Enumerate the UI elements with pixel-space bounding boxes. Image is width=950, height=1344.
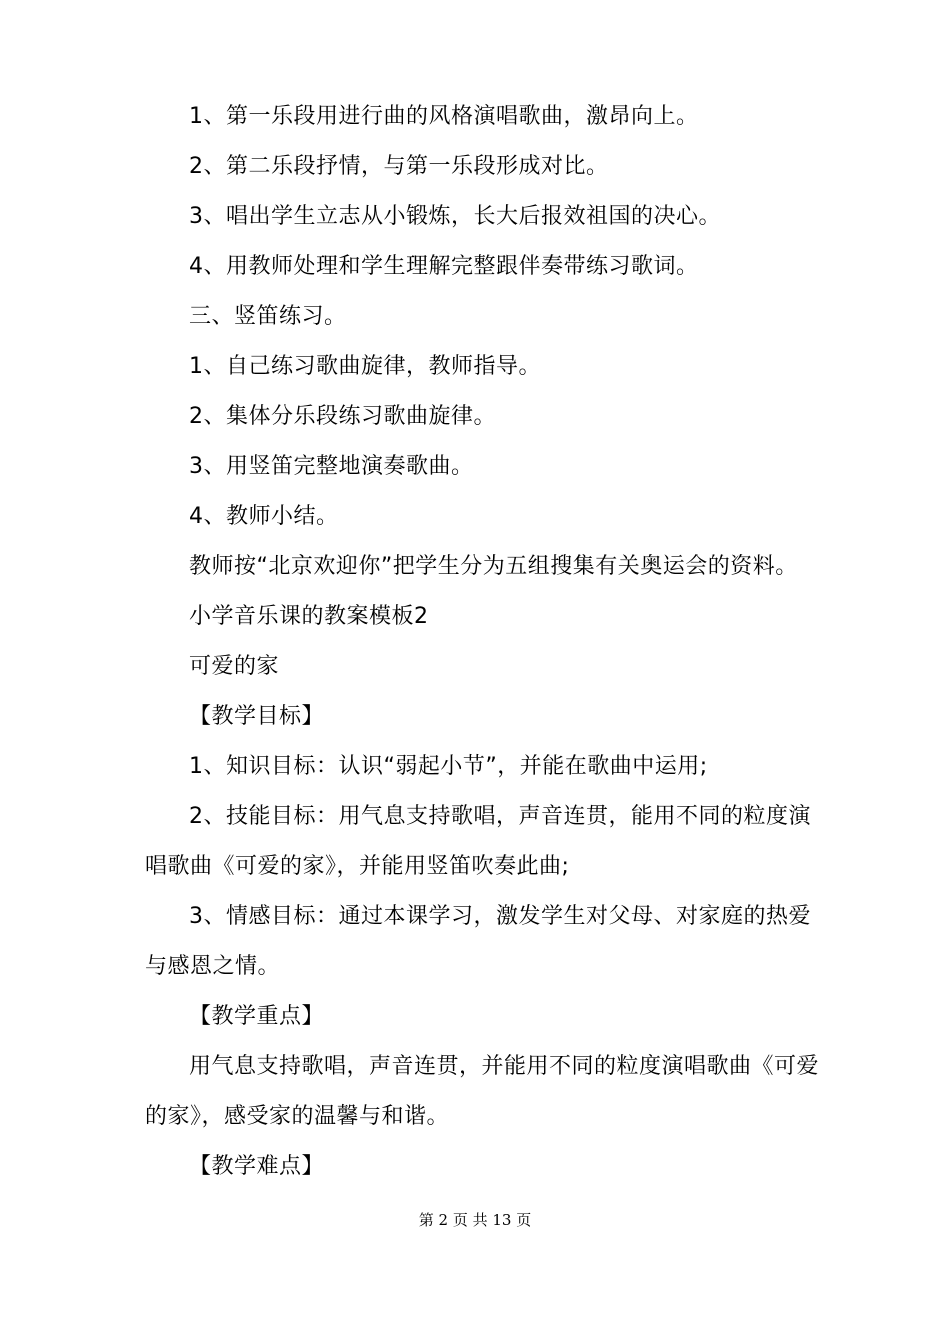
text-line: 3、唱出学生立志从小锻炼，长大后报效祖国的决心。 <box>189 204 721 229</box>
text-line: 2、第二乐段抒情，与第一乐段形成对比。 <box>189 154 609 179</box>
text-line: 1、自己练习歌曲旋律，教师指导。 <box>189 354 541 379</box>
text-line: 的家》，感受家的温馨与和谐。 <box>145 1104 450 1129</box>
text-line: 4、用教师处理和学生理解完整跟伴奏带练习歌词。 <box>189 254 699 279</box>
text-line: 3、用竖笛完整地演奏歌曲。 <box>189 454 474 479</box>
text-line: 2、集体分乐段练习歌曲旋律。 <box>189 404 496 429</box>
text-line: 与感恩之情。 <box>145 954 281 979</box>
section-heading: 【教学目标】 <box>189 704 325 729</box>
text-line: 4、教师小结。 <box>189 504 339 529</box>
text-line: 2、技能目标：用气息支持歌唱，声音连贯，能用不同的粒度演 <box>189 804 811 829</box>
lesson-title: 小学音乐课的教案模板2 <box>189 604 429 629</box>
song-title: 可爱的家 <box>189 654 280 679</box>
section-heading: 【教学重点】 <box>189 1004 325 1029</box>
page-footer: 第 2 页 共 13 页 <box>418 1211 532 1229</box>
text-line: 用气息支持歌唱，声音连贯，并能用不同的粒度演唱歌曲《可爱 <box>189 1054 820 1079</box>
text-line: 教师按“北京欢迎你”把学生分为五组搜集有关奥运会的资料。 <box>189 554 798 579</box>
section-heading: 三、竖笛练习。 <box>189 304 347 329</box>
text-line: 3、情感目标：通过本课学习，激发学生对父母、对家庭的热爱 <box>189 904 811 929</box>
text-line: 1、第一乐段用进行曲的风格演唱歌曲，激昂向上。 <box>189 104 699 129</box>
text-line: 1、知识目标：认识“弱起小节”，并能在歌曲中运用; <box>189 754 708 779</box>
text-line: 唱歌曲《可爱的家》，并能用竖笛吹奏此曲; <box>145 854 570 879</box>
section-heading: 【教学难点】 <box>189 1154 325 1179</box>
